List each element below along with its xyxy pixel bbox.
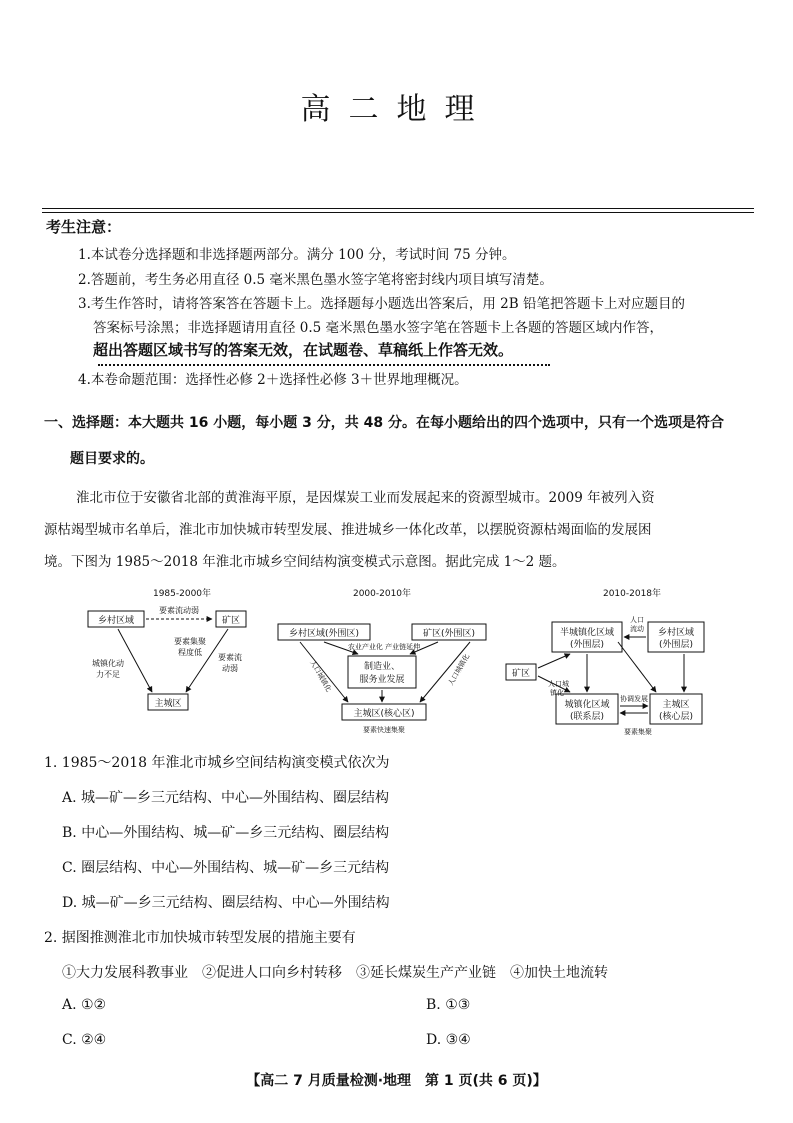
d1-left-label-2: 力不足 xyxy=(96,670,120,679)
d3-title: 2010-2018年 xyxy=(602,589,662,599)
question-2-option-a: A. ①② xyxy=(62,997,107,1013)
notice-item-2: 2.答题前，考生务必用直径 0.5 毫米黑色墨水签字笔将密封线内项目填写清楚。 xyxy=(78,272,553,288)
d1-title: 1985-2000年 xyxy=(152,589,212,599)
passage-line-2: 源枯竭型城市名单后，淮北市加快城市转型发展、推进城乡一体化改革，以摆脱资源枯竭面临的发展困 xyxy=(44,522,652,538)
page-footer: 【高二 7 月质量检测·地理 第 1 页(共 6 页)】 xyxy=(246,1073,547,1089)
header-rule-thick xyxy=(42,208,754,209)
section-heading: 一、选择题：本大题共 16 小题，每小题 3 分，共 48 分。在每小题给出的四个选项中，只有一个选项是符合 xyxy=(44,415,724,431)
urban-rural-structure-figure xyxy=(78,582,718,740)
d2-rural: 乡村区域(外围区) xyxy=(288,629,360,639)
question-1-option-b: B. 中心—外围结构、城—矿—乡三元结构、圈层结构 xyxy=(62,825,390,841)
d3-pop-urban-1: 人口城 xyxy=(548,680,569,688)
d3-main-2: (核心层) xyxy=(658,712,694,722)
diagram-2010-2018 xyxy=(506,587,704,736)
question-1-option-a: A. 城—矿—乡三元结构、中心—外围结构、圈层结构 xyxy=(62,790,390,806)
notice-item-3-cont: 答案标号涂黑；非选择题请用直径 0.5 毫米黑色墨水签字笔在答题卡上各题的答题区域内作答， xyxy=(93,320,664,336)
notice-item-4: 4.本卷命题范围：选择性必修 2＋选择性必修 3＋世界地理概况。 xyxy=(78,372,468,388)
d1-right-label-2: 动弱 xyxy=(222,664,238,673)
d2-main: 主城区(核心区) xyxy=(353,709,415,719)
question-2-stem: 2. 据图推测淮北市加快城市转型发展的措施主要有 xyxy=(44,930,356,946)
diagram-1985-2000 xyxy=(88,587,246,710)
section-heading-cont: 题目要求的。 xyxy=(70,451,154,467)
d3-rural-2: (外围层) xyxy=(658,640,694,650)
d3-urban-2: (联系层) xyxy=(569,712,605,722)
d1-top-label: 要素流动弱 xyxy=(159,606,199,615)
d2-left-side-label: 人口城镇化 xyxy=(308,659,333,694)
d3-pop-urban-2: 镇化 xyxy=(550,689,564,697)
d2-mine: 矿区(外围区) xyxy=(422,629,476,639)
d3-main-1: 主城区 xyxy=(662,700,690,710)
d3-mine-semi-arrow xyxy=(538,654,570,668)
d3-pop-flow-2: 流动 xyxy=(630,625,644,633)
header-rule-thin xyxy=(42,212,754,213)
d1-right-label-1: 要素流 xyxy=(218,653,242,662)
d2-mfg-2: 服务业发展 xyxy=(359,675,405,685)
d1-mid-label-2: 程度低 xyxy=(178,648,202,657)
d3-urban-1: 城镇化区域 xyxy=(564,700,610,710)
question-2-option-b: B. ①③ xyxy=(426,997,471,1013)
d1-mid-label-1: 要素集聚 xyxy=(174,637,206,646)
d2-bottom-label: 要素快速集聚 xyxy=(363,726,405,734)
d1-rural: 乡村区域 xyxy=(97,616,135,626)
passage-line-3: 境。下图为 1985～2018 年淮北市城乡空间结构演变模式示意图。据此完成 1～2 题。 xyxy=(44,554,566,570)
d2-title: 2000-2010年 xyxy=(352,589,412,599)
d3-pop-flow-1: 人口 xyxy=(630,616,644,624)
d3-semi-2: (外围层) xyxy=(569,640,605,650)
notice-item-3-emphasis: 超出答题区域书写的答案无效，在试题卷、草稿纸上作答无效。 xyxy=(93,341,514,359)
d2-left-arrow xyxy=(300,642,348,702)
d2-right-arrow xyxy=(420,642,470,702)
d1-mine: 矿区 xyxy=(221,616,241,626)
question-2-statements: ①大力发展科教事业 ②促进人口向乡村转移 ③延长煤炭生产产业链 ④加快土地流转 xyxy=(62,965,608,981)
d2-right-side-label: 人口城镇化 xyxy=(446,652,472,687)
notice-item-1: 1.本试卷分选择题和非选择题两部分。满分 100 分，考试时间 75 分钟。 xyxy=(78,247,516,263)
notice-heading: 考生注意： xyxy=(46,218,122,236)
d2-chain-label: 农业产业化 产业链延伸 xyxy=(347,643,421,651)
d3-rural-1: 乡村区域 xyxy=(657,628,695,638)
d3-coord-label: 协调发展 xyxy=(620,695,648,703)
question-1-option-d: D. 城—矿—乡三元结构、圈层结构、中心—外围结构 xyxy=(62,895,390,911)
emphasis-dots xyxy=(98,364,550,366)
d3-mine: 矿区 xyxy=(511,669,531,679)
d3-semi-1: 半城镇化区域 xyxy=(559,628,615,638)
page-title: 高二地理 xyxy=(300,92,493,127)
diagram-2000-2010 xyxy=(278,587,486,734)
question-2-option-c: C. ②④ xyxy=(62,1032,107,1048)
d3-gather-label: 要素集聚 xyxy=(624,728,652,736)
question-2-option-d: D. ③④ xyxy=(426,1032,471,1048)
d1-left-label-1: 城镇化动 xyxy=(92,659,124,668)
passage-line-1: 淮北市位于安徽省北部的黄淮海平原，是因煤炭工业而发展起来的资源型城市。2009 年被列入资 xyxy=(76,490,655,506)
question-1-option-c: C. 圈层结构、中心—外围结构、城—矿—乡三元结构 xyxy=(62,860,390,876)
d3-semi-main-arrow xyxy=(618,642,656,692)
question-1-stem: 1. 1985～2018 年淮北市城乡空间结构演变模式依次为 xyxy=(44,755,390,771)
d1-main: 主城区 xyxy=(154,699,182,709)
notice-item-3: 3.考生作答时，请将答案答在答题卡上。选择题每小题选出答案后，用 2B 铅笔把答题卡上对应题目的 xyxy=(78,296,685,312)
d2-mfg-1: 制造业、 xyxy=(363,662,401,672)
